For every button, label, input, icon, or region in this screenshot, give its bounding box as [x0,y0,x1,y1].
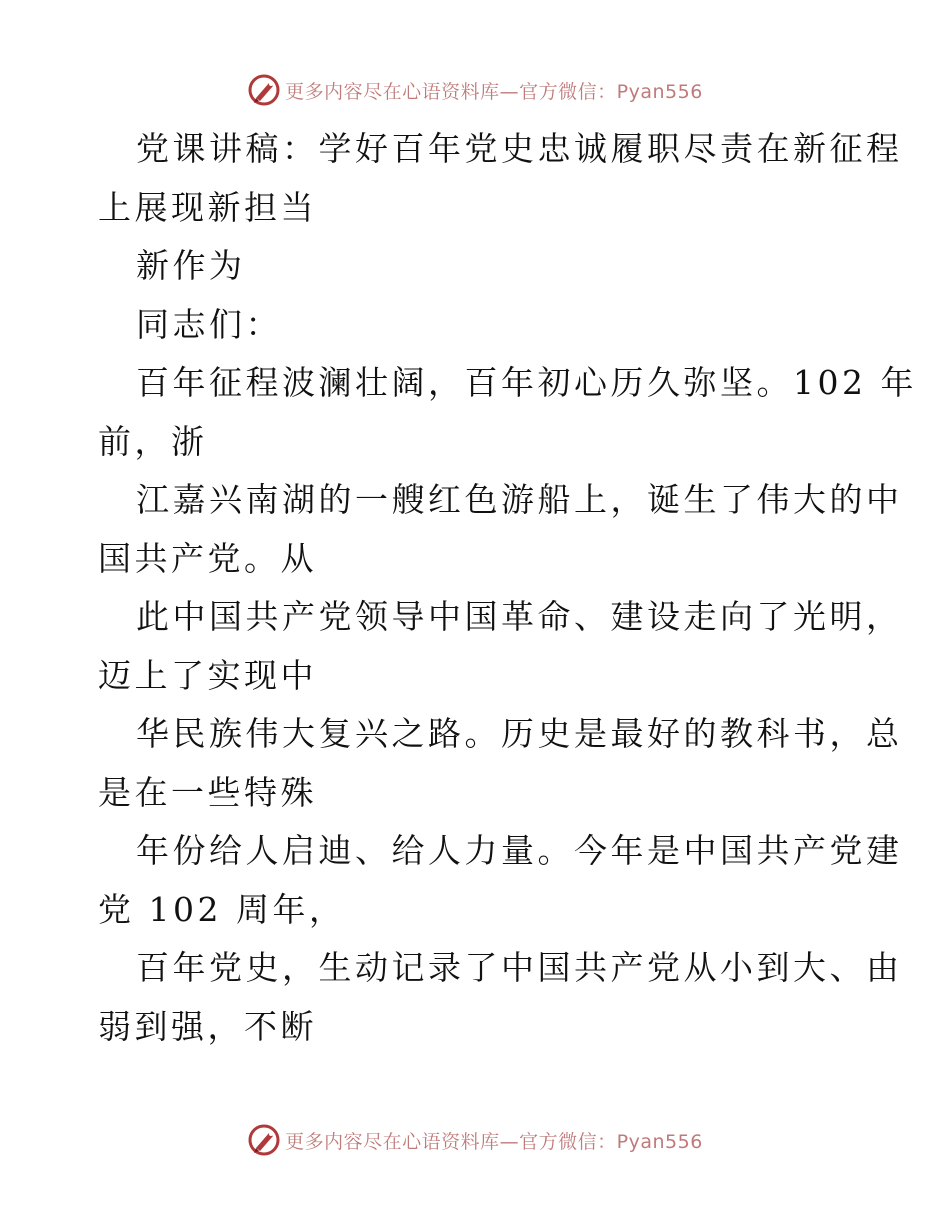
watermark-text: 更多内容尽在心语资料库—官方微信：Pyan556 [285,80,703,103]
text-line: 迈上了实现中 [98,655,317,695]
text-line: 国共产党。从 [98,538,317,578]
text-line: 同志们： [136,304,282,344]
text-line: 江嘉兴南湖的一艘红色游船上，诞生了伟大的中 [136,480,903,519]
pen-logo-icon [247,1123,281,1157]
text-line: 上展现新担当 [98,187,317,227]
text-line: 前，浙 [98,421,208,461]
header-watermark [0,70,950,110]
text-line: 党课讲稿：学好百年党史忠诚履职尽责在新征程 [136,129,903,168]
pen-logo-icon [247,73,281,107]
text-line: 华民族伟大复兴之路。历史是最好的教科书，总 [136,714,903,753]
text-line: 年份给人启迪、给人力量。今年是中国共产党建 [136,831,903,870]
text-line: 此中国共产党领导中国革命、建设走向了光明， [136,597,903,636]
text-line: 党 102 周年， [98,889,346,929]
text-line: 新作为 [136,246,246,285]
text-line: 百年党史，生动记录了中国共产党从小到大、由 [136,948,903,987]
document-body [98,120,917,1056]
text-line: 弱到强，不断 [98,1006,317,1046]
text-line: 百年征程波澜壮阔，百年初心历久弥坚。102 年 [136,363,917,402]
watermark-text: 更多内容尽在心语资料库—官方微信：Pyan556 [285,1130,703,1153]
text-line: 是在一些特殊 [98,772,317,812]
footer-watermark [0,1120,950,1160]
